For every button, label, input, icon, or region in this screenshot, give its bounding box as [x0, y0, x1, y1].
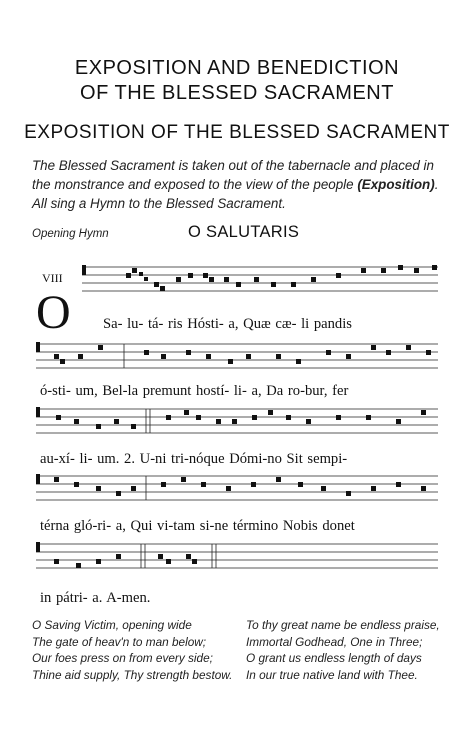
lyric-line-1: Sa- lu- tá- ris Hósti- a, Quæ cæ- li pandis [103, 316, 352, 332]
chant-staff-1 [36, 263, 438, 293]
translation-left [32, 617, 232, 683]
staff-1-svg [36, 263, 438, 293]
hymn-title: O SALUTARIS [188, 223, 300, 241]
drop-cap-initial: O [36, 286, 71, 339]
staff-2-svg [36, 340, 438, 370]
staff-3-svg [36, 405, 438, 435]
hymn-label: Opening Hymn [32, 228, 109, 240]
section-subtitle: EXPOSITION OF THE BLESSED SACRAMENT [24, 122, 450, 143]
translation-left-line: The gate of heav'n to man below; [32, 634, 207, 649]
translation-right-line: In our true native land with Thee. [246, 667, 418, 682]
chant-staff-3 [36, 405, 438, 435]
translation-right-line: To thy great name be endless praise, [246, 618, 440, 632]
intro-part2: . All sing a Hymn to the Blessed Sacrament. [32, 177, 439, 211]
translation-left-line: Our foes press on from every side; [32, 651, 213, 665]
intro-text [32, 156, 444, 213]
lyric-line-4: térna gló-ri- a, Qui vi-tam si-ne término Nobis donet [40, 518, 355, 534]
intro-emphasis: (Exposition) [357, 177, 435, 192]
staff-4-svg [36, 472, 438, 502]
translation-right [246, 617, 440, 683]
staff-5-svg [36, 540, 438, 570]
page-title-line1: EXPOSITION AND BENEDICTION [74, 57, 400, 79]
lyric-line-5: in pátri- a. A-men. [40, 590, 151, 606]
mode-label: VIII [42, 271, 63, 285]
page-title-line2: OF THE BLESSED SACRAMENT [80, 82, 394, 104]
lyric-line-3: au-xí- li- um. 2. U-ni tri-nóque Dómi-no Sit sempi- [40, 451, 348, 467]
intro-part1: The Blessed Sacrament is taken out of the tabernacle and placed in the monstrance and exposed to the view of the people [32, 158, 434, 192]
chant-staff-4 [36, 472, 438, 502]
translation-right-line: O grant us endless length of days [246, 651, 422, 665]
translation-right-line: Immortal Godhead, One in Three; [246, 634, 423, 649]
lyric-line-2: ó-sti- um, Bel-la premunt hostí- li- a, Da ro-bur, fer [40, 383, 349, 399]
translation-left-line: O Saving Victim, opening wide [32, 618, 192, 632]
translation-left-line: Thine aid supply, Thy strength bestow. [32, 667, 233, 682]
chant-staff-5 [36, 540, 438, 570]
chant-staff-2 [36, 340, 438, 370]
